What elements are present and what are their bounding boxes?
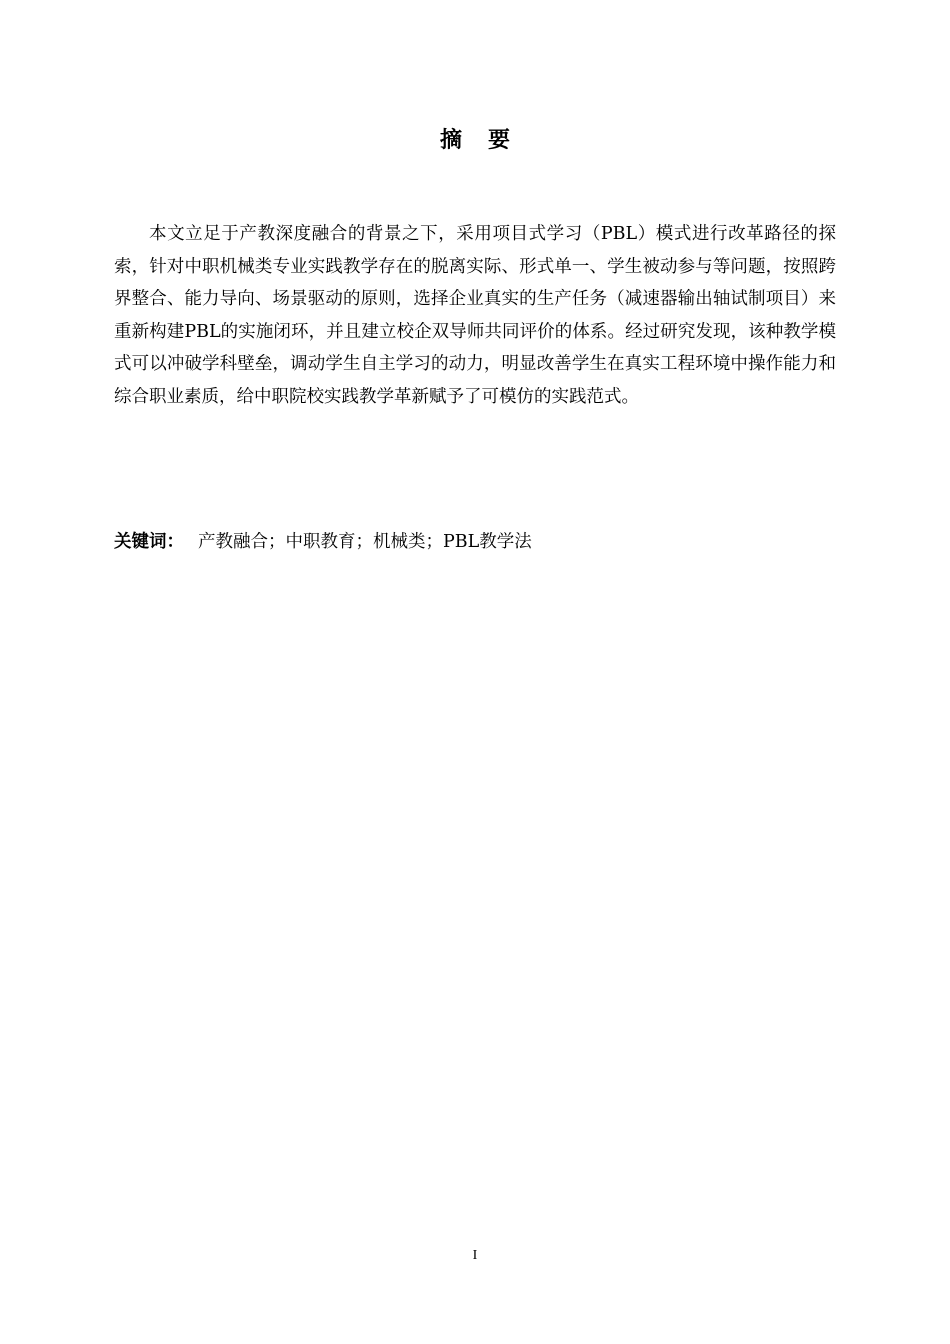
- abstract-paragraph: 本文立足于产教深度融合的背景之下，采用项目式学习（PBL）模式进行改革路径的探索，针对中职机械类专业实践教学存在的脱离实际、形式单一、学生被动参与等问题，按照跨界整合、能力导向、场景驱动的原则，选择企业真实的生产任务（减速器输出轴试制项目）来重新构建PBL的实施闭环，并且建立校企双导师共同评价的体系。经过研究发现，该种教学模式可以冲破学科壁垒，调动学生自主学习的动力，明显改善学生在真实工程环境中操作能力和综合职业素质，给中职院校实践教学革新赋予了可模仿的实践范式。: [114, 224, 836, 407]
- page-title: 摘要: [439, 128, 536, 153]
- keywords-line: [114, 526, 836, 558]
- keywords-label: 关键词：: [114, 532, 184, 552]
- page-number: I: [472, 1248, 478, 1263]
- keywords-text: 产教融合；中职教育；机械类；PBL教学法: [198, 532, 532, 552]
